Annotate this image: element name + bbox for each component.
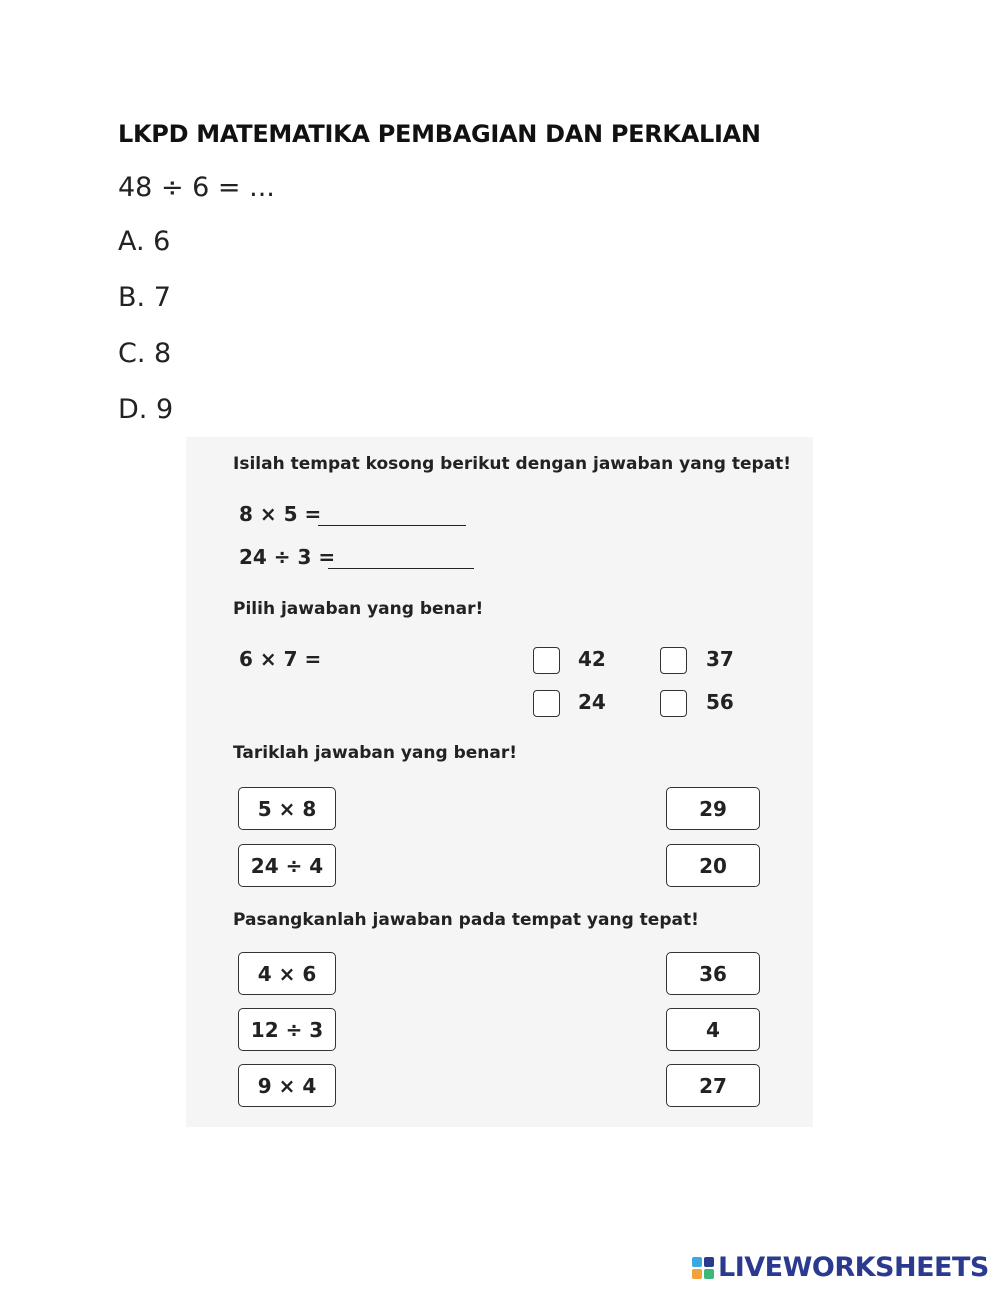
fill-item-1: 8 × 5 = xyxy=(239,502,322,526)
question-text: 48 ÷ 6 = ... xyxy=(118,172,275,203)
choice-label-56: 56 xyxy=(706,690,734,714)
worksheet-image-panel xyxy=(186,437,813,1127)
option-b[interactable]: B. 7 xyxy=(118,282,171,313)
match-target-3[interactable]: 27 xyxy=(666,1064,760,1107)
logo-mark-icon xyxy=(692,1257,714,1279)
match-item-1[interactable]: 4 × 6 xyxy=(238,952,336,995)
logo-square-1 xyxy=(692,1257,702,1267)
option-a[interactable]: A. 6 xyxy=(118,226,171,257)
page-title: LKPD MATEMATIKA PEMBAGIAN DAN PERKALIAN xyxy=(118,120,761,148)
checkbox-42[interactable] xyxy=(533,647,560,674)
fill-blank-2[interactable] xyxy=(328,568,474,569)
checkbox-56[interactable] xyxy=(660,690,687,717)
drag-heading: Tariklah jawaban yang benar! xyxy=(233,743,518,763)
logo-square-2 xyxy=(704,1257,714,1267)
fill-blank-1[interactable] xyxy=(318,525,466,526)
liveworksheets-logo xyxy=(692,1252,989,1283)
match-target-2[interactable]: 4 xyxy=(666,1008,760,1051)
drag-item-2[interactable]: 24 ÷ 4 xyxy=(238,844,336,887)
drag-item-1[interactable]: 5 × 8 xyxy=(238,787,336,830)
choice-label-24: 24 xyxy=(578,690,606,714)
match-heading: Pasangkanlah jawaban pada tempat yang tepat! xyxy=(233,910,699,930)
option-c[interactable]: C. 8 xyxy=(118,338,172,369)
checkbox-24[interactable] xyxy=(533,690,560,717)
answer-options xyxy=(118,214,173,438)
logo-square-4 xyxy=(704,1269,714,1279)
match-item-3[interactable]: 9 × 4 xyxy=(238,1064,336,1107)
fill-item-2: 24 ÷ 3 = xyxy=(239,545,336,569)
logo-text: LIVEWORKSHEETS xyxy=(718,1252,989,1283)
fill-heading: Isilah tempat kosong berikut dengan jawaban yang tepat! xyxy=(233,454,792,474)
choice-heading: Pilih jawaban yang benar! xyxy=(233,599,484,619)
choice-question: 6 × 7 = xyxy=(239,647,322,671)
drag-target-1[interactable]: 29 xyxy=(666,787,760,830)
drag-target-2[interactable]: 20 xyxy=(666,844,760,887)
logo-square-3 xyxy=(692,1269,702,1279)
choice-label-42: 42 xyxy=(578,647,606,671)
option-d[interactable]: D. 9 xyxy=(118,394,174,425)
match-target-1[interactable]: 36 xyxy=(666,952,760,995)
match-item-2[interactable]: 12 ÷ 3 xyxy=(238,1008,336,1051)
choice-label-37: 37 xyxy=(706,647,734,671)
checkbox-37[interactable] xyxy=(660,647,687,674)
